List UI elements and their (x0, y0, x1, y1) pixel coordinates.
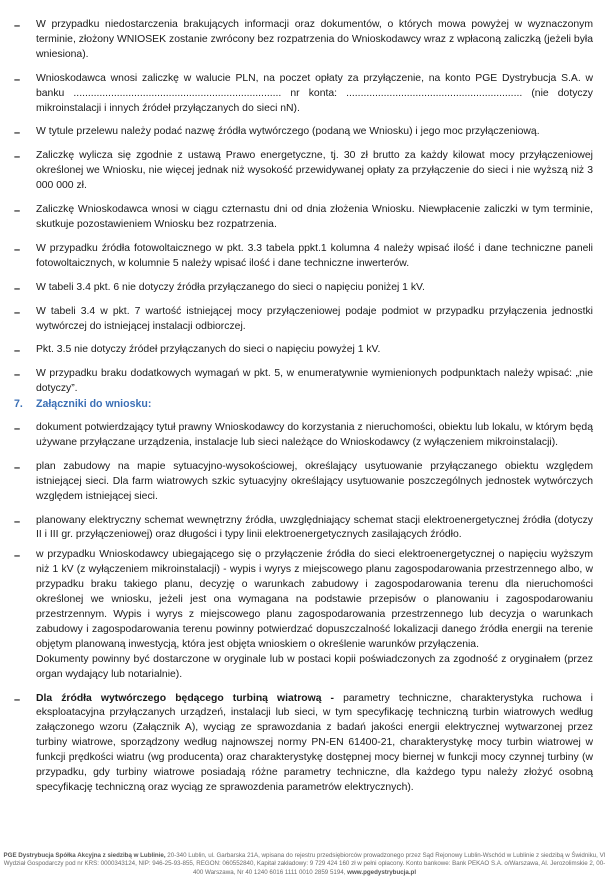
list-item (0, 367, 609, 397)
item-bold-lead: Dla źródła wytwórczego będącego turbiną wiatrową - (36, 692, 335, 704)
item-text: w przypadku Wnioskodawcy ubiegającego się o przyłączenie źródła do sieci elektroenergetycznej o napięciu wyższym niż 1 kV (z wyłączeniem mikroinstalacji) - wypis i wyrys z miejscowego planu zagospodarowania przestrzennego albo, w przypadku braku takiego planu, decyzję o warunkach zabudowy i zagospodarowania terenu dla nieruchomości określonej we wniosku, jeżeli jest ona wymagana na podstawie przepisów o planowaniu i zagospodarowaniu przestrzennym. Wypis i wyrys z miejscowego planu zagospodarowania przestrzennego lub decyzja o warunkach zabudowy i zagospodarowania terenu powinny potwierdzać dopuszczalność lokalizacji danego źródła energii na terenie objętym planowaną inwestycją, która jest objęta wnioskiem o określenie warunków przyłączenia. (36, 549, 593, 650)
item-text: Pkt. 3.5 nie dotyczy źródeł przyłączanych do sieci o napięciu powyżej 1 kV. (36, 344, 381, 356)
item-text-note: Dokumenty powinny być dostarczone w oryginale lub w postaci kopii poświadczonych za zgodność z oryginałem (przez organ wydający lub notarialnie). (36, 653, 593, 680)
list-item (0, 125, 609, 140)
dash-bullet: – (14, 127, 21, 140)
list-item (0, 149, 609, 194)
item-text: Zaliczkę Wnioskodawca wnosi w ciągu czternastu dni od dnia złożenia Wniosku. Niewpłacenie zaliczki w tym terminie, skutkuje pozostawieniem Wniosku bez rozpatrzenia. (36, 204, 593, 230)
footer-details: 20-340 Lublin, ul. Garbarska 21A, wpisana do rejestru przedsiębiorców prowadzonego przez Sąd Rejonowy Lublin-Wschód w Lublinie z siedzibą w Świdniku, VI Wydział Gospodarczy pod nr KRS: 0000343124, NIP: 946-25-93-855, REGON: 060552840, Kapitał zakładowy: 9 729 424 160 zł w pełni opłacony. Konto bankowe: Bank PEKAO S.A. o/Warszawa, Al. Jerozolimskie 2, 00-400 Warszawa, Nr 40 1240 6016 1111 0010 2859 5194, (3, 852, 606, 876)
list-item (0, 305, 609, 335)
dash-bullet: – (14, 151, 21, 164)
dash-bullet: – (14, 693, 21, 706)
item-text: planowany elektryczny schemat wewnętrzny źródła, uwzględniający schemat stacji elektroenergetycznej źródła (dotyczy II i III gr. przyłączeniowej) oraz długości i typy linii elektroenergetycznych zasilających źródło. (36, 514, 593, 541)
list-item (0, 242, 609, 272)
item-text: W przypadku źródła fotowoltaicznego w pkt. 3.3 tabela ppkt.1 kolumna 4 należy wpisać ilość i dane techniczne paneli fotowoltaicznych, w kolumnie 5 należy wpisać ilość i dane techniczne inwerterów. (36, 242, 593, 269)
dash-bullet: – (14, 73, 21, 86)
section-heading (0, 397, 609, 412)
list-item (0, 18, 609, 63)
dash-bullet: – (14, 550, 21, 563)
footer-company: PGE Dystrybucja Spółka Akcyjna z siedzibą w Lublinie, (3, 852, 166, 859)
item-text: W przypadku braku dodatkowych wymagań w pkt. 5, w enumeratywnie wymienionych podpunktach należy wpisać: „nie dotyczy”. (36, 368, 593, 395)
item-text: plan zabudowy na mapie sytuacyjno-wysokościowej, określający usytuowanie przyłączanego obiektu względem istniejącej sieci. Dla farm wiatrowych szkic sytuacyjny określający usytuowanie poszczególnych jednostek wytwórczych względem istniejącej sieci. (36, 460, 593, 502)
dash-bullet: – (14, 243, 21, 256)
attachment-item (0, 548, 609, 682)
dash-bullet: – (14, 20, 21, 32)
item-text: W tabeli 3.4 pkt. 6 nie dotyczy źródła przyłączanego do sieci o napięciu poniżej 1 kV. (36, 281, 425, 293)
list-item (0, 72, 609, 117)
instructions-list (0, 18, 609, 805)
dash-bullet: – (14, 369, 21, 382)
item-text: dokument potwierdzający tytuł prawny Wnioskodawcy do korzystania z nieruchomości, obiektu lub lokalu, w którym będą używane przyłączane urządzenia, instalacje lub sieci należące do Wnioskodawcy (z wyłączeniem mikroinstalacji). (36, 422, 593, 448)
dash-bullet: – (14, 306, 21, 319)
dash-bullet: – (14, 423, 21, 436)
footer-website: www.pgedystrybucja.pl (347, 868, 417, 876)
list-item (0, 281, 609, 296)
item-text: Zaliczkę wylicza się zgodnie z ustawą Prawo energetyczne, tj. 30 zł brutto za każdy kilowat mocy przyłączeniowej określonej we Wniosku, nie więcej jednak niż wysokość przewidywanej opłaty za przyłączenie do sieci i nie wyższą niż 3 000 000 zł. (36, 150, 593, 192)
item-text: W tytule przelewu należy podać nazwę źródła wytwórczego (podaną we Wniosku) i jego moc przyłączeniową. (36, 126, 540, 138)
item-text: Wnioskodawca wnosi zaliczkę w walucie PLN, na poczet opłaty za przyłączenie, na konto PGE Dystrybucja S.A. w banku ........................................................................ nr konta: ............................................................. (nie dotyczy mikroinstalacji i innych źródeł przyłączanych do sieci nN). (36, 72, 593, 114)
item-text: W przypadku niedostarczenia brakujących informacji oraz dokumentów, o których mowa powyżej w wyznaczonym terminie, złożony WNIOSEK zostanie zwrócony bez rozpatrzenia do Wnioskodawcy wraz z wpłaconą zaliczką (jeżeli była wniesiona). (36, 19, 593, 60)
item-text: parametry techniczne, charakterystyka ruchowa i eksploatacyjna przyłączanych urządzeń, instalacji lub sieci, w tym specyfikację techniczną turbin wiatrowych według załączonego wzoru (Załącznik A), wyciąg ze sprawozdania z badań jakości energii elektrycznej wytwarzonej przez turbiny wiatrowe, sporządzony według najnowszej normy PN-EN 61400-21, charakterystykę mocy turbin wiatrowej w funkcji prędkości wiatru (wg producenta) oraz charakterystykę dostępnej mocy biernej w funkcji mocy czynnej turbiny (w przypadku, gdy turbiny wiatrowe posiadają różne parametry techniczne, dla każdego typu należy złożyć osobną specyfikację techniczną oraz wyciąg ze sprawozdenia parametrów elektrycznych). (36, 692, 593, 793)
attachment-item (0, 421, 609, 451)
item-text: W tabeli 3.4 w pkt. 7 wartość istniejącej mocy przyłączeniowej podaje podmiot w przypadku przyłączenia jednostki wytwórczej do istniejącej instalacji odbiorczej. (36, 305, 593, 332)
attachment-item (0, 692, 609, 796)
dash-bullet: – (14, 205, 21, 218)
list-item (0, 343, 609, 358)
dash-bullet: – (14, 461, 21, 474)
section-number: 7. (14, 398, 23, 411)
attachment-item (0, 514, 609, 544)
dash-bullet: – (14, 345, 21, 358)
section-title: Załączniki do wniosku: (36, 398, 152, 411)
dash-bullet: – (14, 282, 21, 295)
page-footer (0, 852, 609, 877)
dash-bullet: – (14, 515, 21, 528)
attachment-item (0, 460, 609, 505)
list-item (0, 203, 609, 233)
